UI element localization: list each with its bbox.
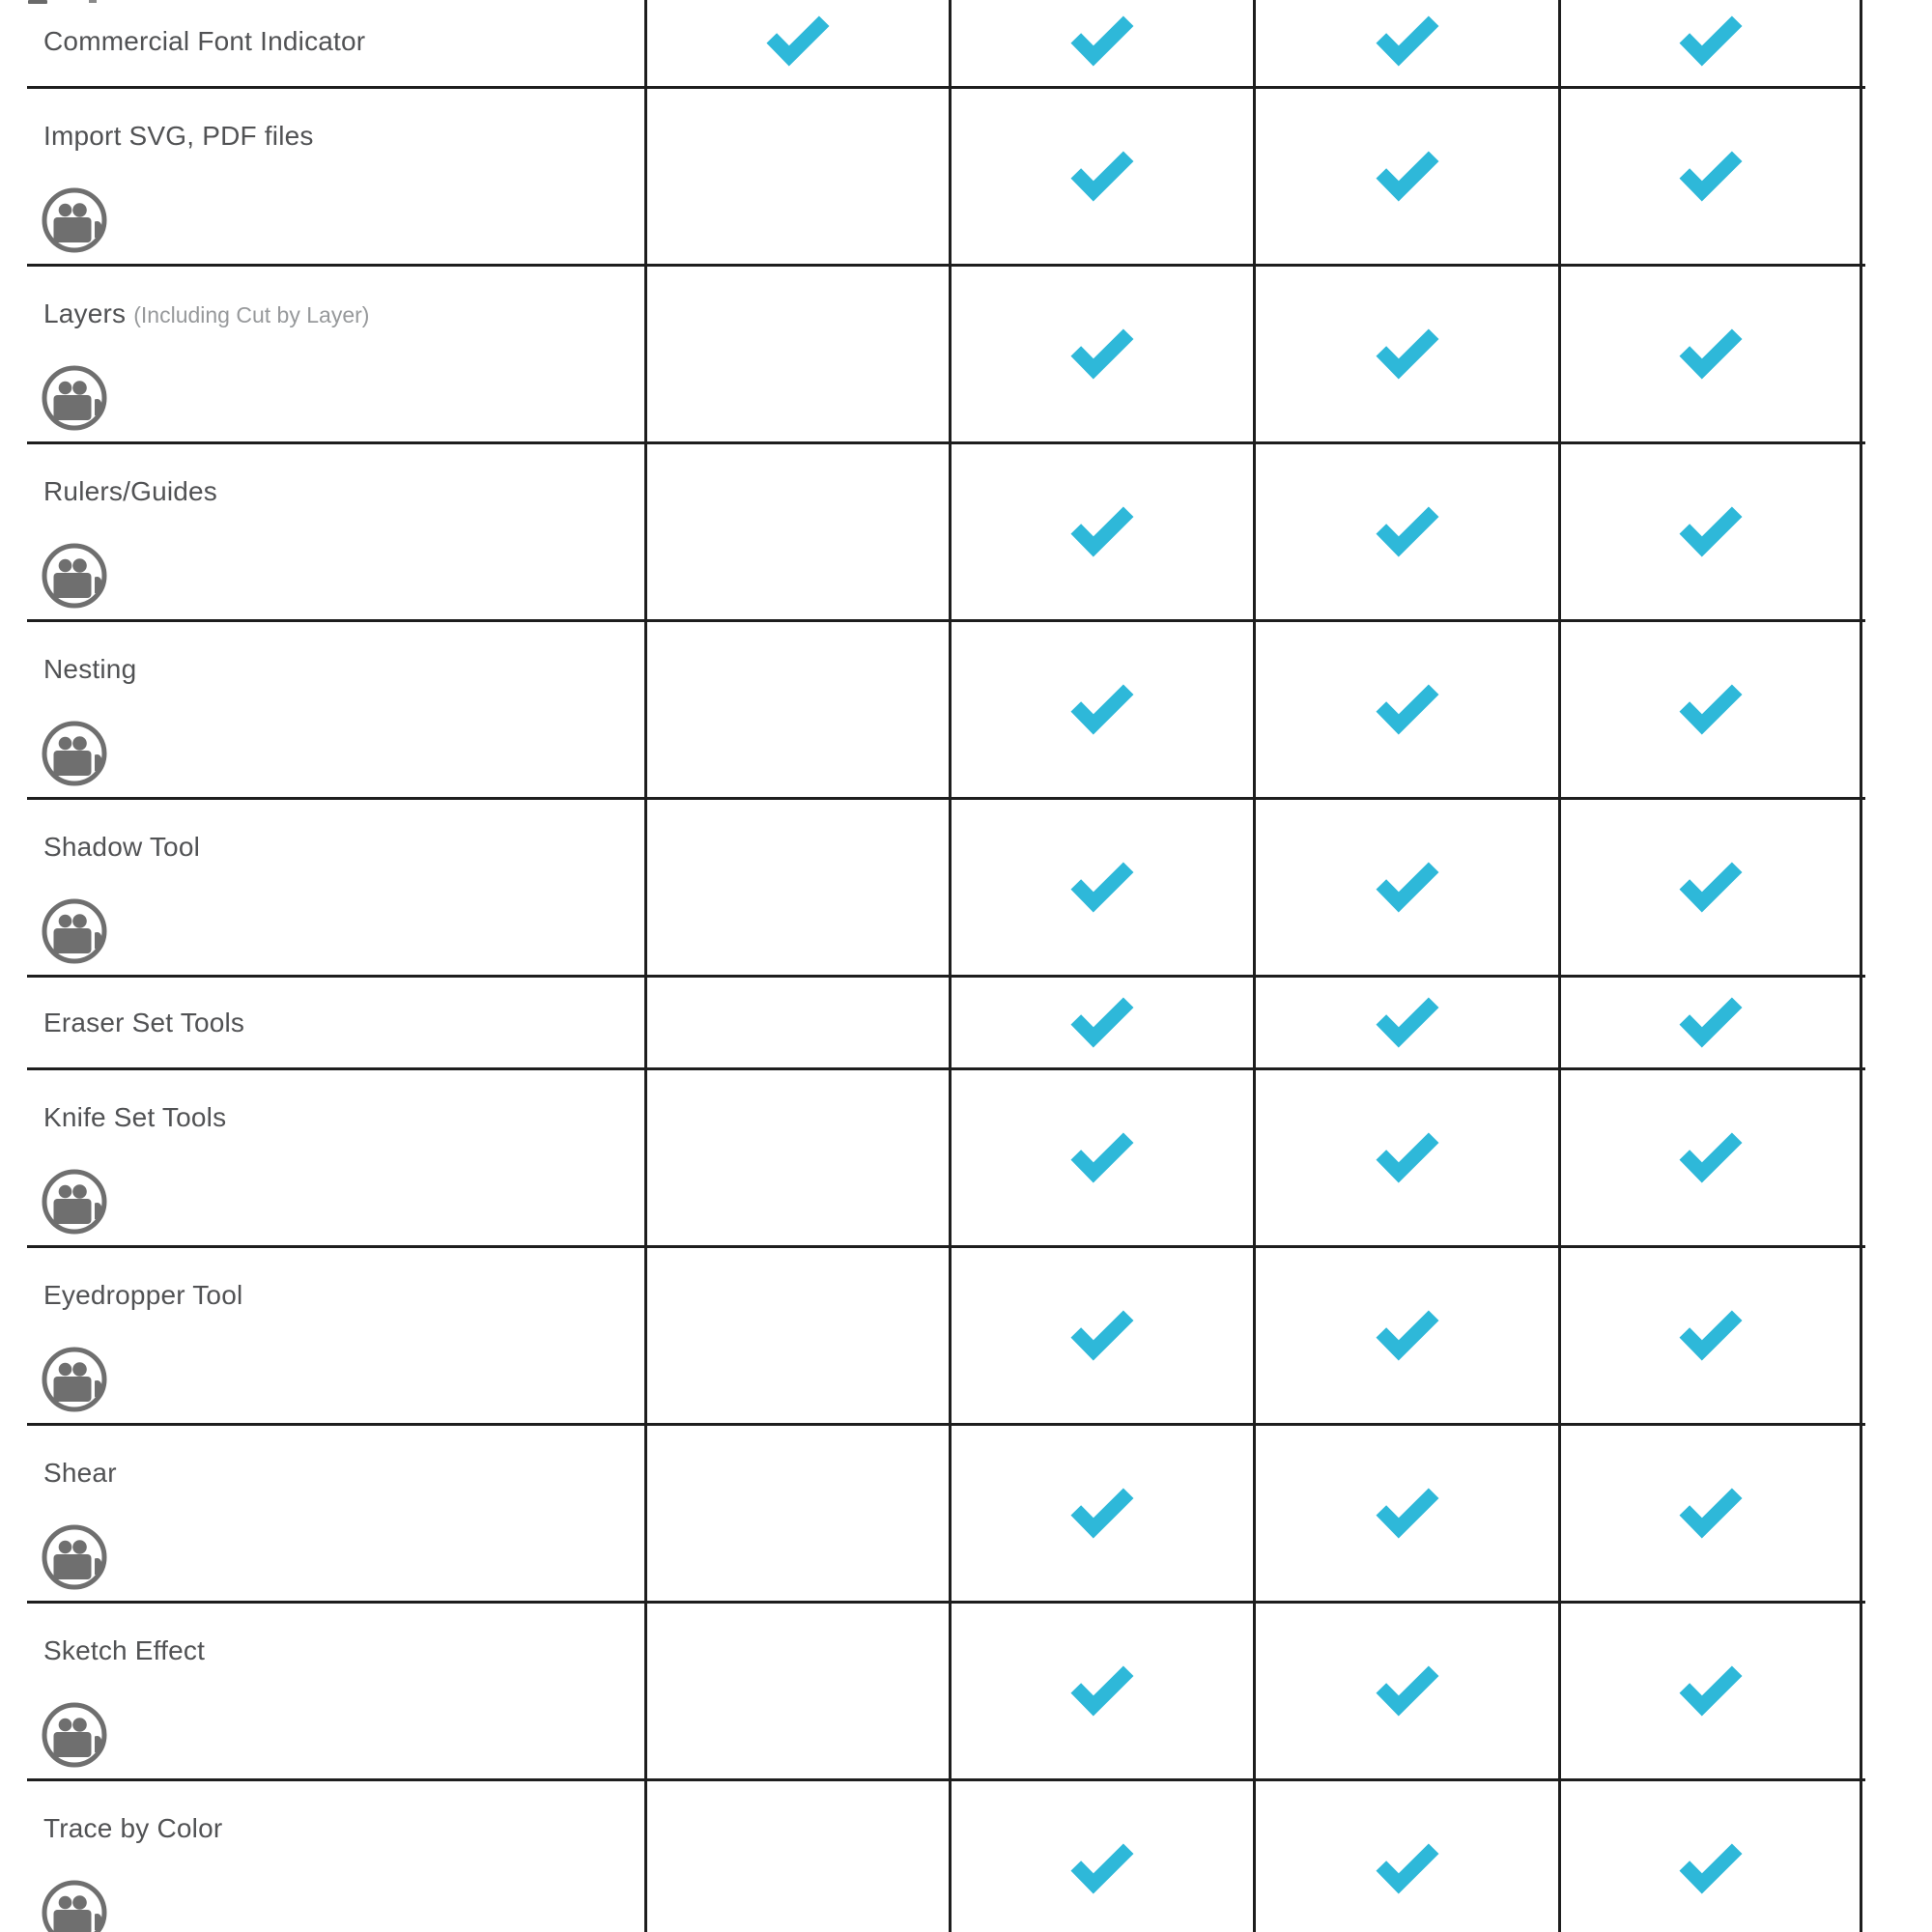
check-icon xyxy=(1679,1843,1743,1894)
table-row xyxy=(27,1248,1865,1426)
availability-cell xyxy=(949,1781,1253,1932)
table-row xyxy=(27,978,1865,1070)
availability-cell xyxy=(949,1248,1253,1423)
availability-cell xyxy=(644,1070,949,1245)
video-tutorial-icon[interactable] xyxy=(41,1879,108,1932)
table-row xyxy=(27,1070,1865,1248)
availability-cell xyxy=(949,622,1253,797)
feature-sublabel: (Including Cut by Layer) xyxy=(133,302,370,327)
check-icon xyxy=(1679,15,1743,67)
feature-label: Sketch Effect xyxy=(43,1635,206,1665)
check-icon xyxy=(1679,1310,1743,1361)
video-camera-icon xyxy=(41,1346,108,1413)
check-icon xyxy=(1070,684,1134,735)
feature-label: Shadow Tool xyxy=(43,832,201,862)
check-icon xyxy=(1679,506,1743,557)
video-tutorial-icon[interactable] xyxy=(41,1346,108,1413)
video-camera-icon xyxy=(41,1701,108,1769)
check-icon xyxy=(1070,506,1134,557)
feature-label-line xyxy=(27,1280,242,1311)
availability-cell xyxy=(949,800,1253,975)
check-icon xyxy=(1376,684,1439,735)
availability-cell xyxy=(1253,978,1558,1067)
availability-cell xyxy=(949,444,1253,619)
feature-label-line xyxy=(27,1635,205,1666)
video-camera-icon xyxy=(41,1168,108,1236)
feature-label-line xyxy=(27,121,314,152)
check-icon xyxy=(1376,1132,1439,1183)
video-camera-icon xyxy=(41,897,108,965)
availability-cell xyxy=(1558,1070,1862,1245)
check-icon xyxy=(1679,1665,1743,1717)
feature-label-line xyxy=(27,1813,222,1844)
availability-cell xyxy=(1253,444,1558,619)
availability-cell xyxy=(644,1604,949,1778)
feature-label: Layers xyxy=(43,298,127,328)
availability-cell xyxy=(1558,1781,1862,1932)
availability-cell xyxy=(1253,1248,1558,1423)
check-icon xyxy=(1070,151,1134,202)
video-tutorial-icon[interactable] xyxy=(41,1168,108,1236)
feature-cell xyxy=(27,978,644,1067)
video-camera-icon xyxy=(41,186,108,254)
video-tutorial-icon[interactable] xyxy=(41,720,108,787)
feature-label-line xyxy=(27,1102,226,1133)
availability-cell xyxy=(949,1604,1253,1778)
table-row xyxy=(27,1426,1865,1604)
table-row xyxy=(27,622,1865,800)
availability-cell xyxy=(1558,444,1862,619)
check-icon xyxy=(1679,151,1743,202)
availability-cell xyxy=(1253,800,1558,975)
availability-cell xyxy=(949,89,1253,264)
feature-label: Knife Set Tools xyxy=(43,1102,227,1132)
availability-cell xyxy=(644,0,949,86)
video-tutorial-icon[interactable] xyxy=(41,364,108,432)
availability-cell xyxy=(1558,1426,1862,1601)
availability-cell xyxy=(949,0,1253,86)
check-icon xyxy=(1376,328,1439,380)
availability-cell xyxy=(1558,1604,1862,1778)
availability-cell xyxy=(1253,622,1558,797)
availability-cell xyxy=(1558,89,1862,264)
check-icon xyxy=(1376,506,1439,557)
feature-label: Rulers/Guides xyxy=(43,476,218,506)
feature-cell xyxy=(27,1070,644,1245)
table-row xyxy=(27,267,1865,444)
availability-cell xyxy=(644,622,949,797)
availability-cell xyxy=(949,1426,1253,1601)
feature-cell xyxy=(27,1248,644,1423)
video-tutorial-icon[interactable] xyxy=(41,897,108,965)
check-icon xyxy=(1679,997,1743,1048)
check-icon xyxy=(1070,328,1134,380)
check-icon xyxy=(1070,1132,1134,1183)
feature-label-line xyxy=(27,476,217,507)
feature-label-line xyxy=(27,832,200,863)
check-icon xyxy=(1070,997,1134,1048)
feature-cell xyxy=(27,1426,644,1601)
check-icon xyxy=(1679,684,1743,735)
availability-cell xyxy=(949,1070,1253,1245)
check-icon xyxy=(1679,1132,1743,1183)
availability-cell xyxy=(644,444,949,619)
feature-comparison-table xyxy=(27,0,1865,1932)
availability-cell xyxy=(1253,267,1558,441)
availability-cell xyxy=(1253,1781,1558,1932)
feature-cell xyxy=(27,622,644,797)
check-icon xyxy=(766,15,830,67)
check-icon xyxy=(1376,1310,1439,1361)
video-camera-icon xyxy=(41,1879,108,1932)
availability-cell xyxy=(1253,0,1558,86)
check-icon xyxy=(1376,997,1439,1048)
feature-label-line xyxy=(27,298,369,329)
feature-label: Eyedropper Tool xyxy=(43,1280,243,1310)
availability-cell xyxy=(1253,1426,1558,1601)
video-tutorial-icon[interactable] xyxy=(41,542,108,610)
availability-cell xyxy=(644,89,949,264)
check-icon xyxy=(1376,1488,1439,1539)
availability-cell xyxy=(644,1426,949,1601)
table-row xyxy=(27,444,1865,622)
check-icon xyxy=(1376,1665,1439,1717)
availability-cell xyxy=(1253,1604,1558,1778)
video-tutorial-icon[interactable] xyxy=(41,1523,108,1591)
availability-cell xyxy=(644,978,949,1067)
table-row xyxy=(27,89,1865,267)
check-icon xyxy=(1376,1843,1439,1894)
video-camera-icon xyxy=(41,542,108,610)
availability-cell xyxy=(1253,1070,1558,1245)
availability-cell xyxy=(644,800,949,975)
feature-cell xyxy=(27,1781,644,1932)
feature-cell xyxy=(27,267,644,441)
feature-label-line xyxy=(27,1008,244,1038)
check-icon xyxy=(1070,1665,1134,1717)
feature-label-line xyxy=(27,654,136,685)
table-row xyxy=(27,800,1865,978)
feature-cell xyxy=(27,89,644,264)
availability-cell xyxy=(644,267,949,441)
table-row xyxy=(27,1781,1865,1932)
feature-cell xyxy=(27,0,644,86)
availability-cell xyxy=(1558,1248,1862,1423)
availability-cell xyxy=(1253,89,1558,264)
check-icon xyxy=(1376,15,1439,67)
check-icon xyxy=(1070,1310,1134,1361)
availability-cell xyxy=(1558,0,1862,86)
availability-cell xyxy=(949,978,1253,1067)
feature-label: Trace by Color xyxy=(43,1813,223,1843)
check-icon xyxy=(1679,862,1743,913)
video-camera-icon xyxy=(41,364,108,432)
check-icon xyxy=(1070,15,1134,67)
table-row xyxy=(27,0,1865,89)
availability-cell xyxy=(1558,800,1862,975)
video-tutorial-icon[interactable] xyxy=(41,186,108,254)
feature-label: Nesting xyxy=(43,654,137,684)
check-icon xyxy=(1376,862,1439,913)
feature-label: Import SVG, PDF files xyxy=(43,121,314,151)
table-row xyxy=(27,1604,1865,1781)
availability-cell xyxy=(1558,622,1862,797)
check-icon xyxy=(1070,1488,1134,1539)
check-icon xyxy=(1070,1843,1134,1894)
availability-cell xyxy=(949,267,1253,441)
video-camera-icon xyxy=(41,1523,108,1591)
feature-label: Commercial Font Indicator xyxy=(43,25,366,56)
feature-cell xyxy=(27,444,644,619)
availability-cell xyxy=(644,1781,949,1932)
check-icon xyxy=(1679,1488,1743,1539)
video-tutorial-icon[interactable] xyxy=(41,1701,108,1769)
feature-label: Shear xyxy=(43,1458,117,1488)
feature-label: Eraser Set Tools xyxy=(43,1007,245,1037)
availability-cell xyxy=(644,1248,949,1423)
feature-label-line xyxy=(27,26,365,57)
availability-cell xyxy=(1558,267,1862,441)
check-icon xyxy=(1679,328,1743,380)
availability-cell xyxy=(1558,978,1862,1067)
check-icon xyxy=(1070,862,1134,913)
check-icon xyxy=(1376,151,1439,202)
feature-cell xyxy=(27,1604,644,1778)
feature-label-line xyxy=(27,1458,117,1489)
video-camera-icon xyxy=(41,720,108,787)
feature-cell xyxy=(27,800,644,975)
